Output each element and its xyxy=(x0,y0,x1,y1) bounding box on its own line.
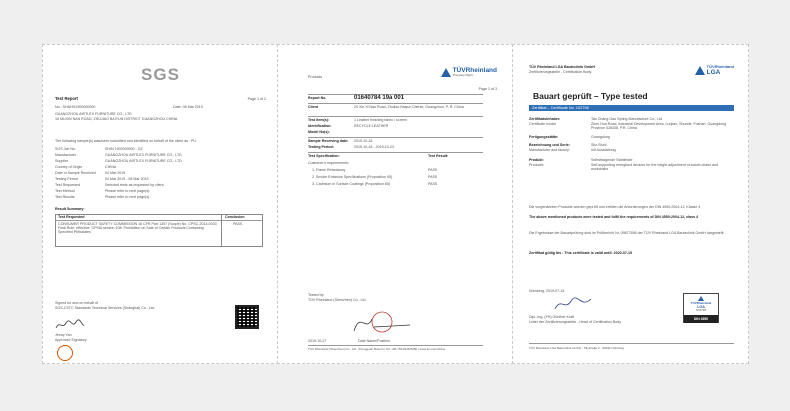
cert-paragraph-de: Die vorgenannten Produkte wurden geprüft und erfüllen die Anforderungen der DIN 4550:2004-12, Klasse 4 xyxy=(529,205,701,209)
table-divider xyxy=(55,220,263,221)
table-head-conclusion: Conclusion xyxy=(225,215,245,219)
tuv-divider xyxy=(308,103,483,104)
row-key: Client xyxy=(308,105,318,109)
cert-field-key: Certificate holder xyxy=(529,122,557,126)
tuv-divider xyxy=(308,137,483,138)
tuv-footer-divider xyxy=(308,345,483,346)
cert-validity: Zertifikat gültig bis - This certificate is valid until: 2020-07-15 xyxy=(529,251,633,255)
cert-issuer: TÜV Rheinland LGA Bauteclinik GmbH xyxy=(529,65,595,69)
requirement-item: 2. Smoke Emission Specifications (Proposition 65) xyxy=(312,175,393,179)
cert-field-value: Sitz-Stuhl xyxy=(591,143,607,147)
signed-for-label: Signed for and on behalf of xyxy=(55,301,99,305)
table-head-test: Test Requested xyxy=(58,215,85,219)
field-key: Test Requested xyxy=(55,183,80,187)
lga-logo-text: LGA xyxy=(706,69,721,76)
field-key: Test Results xyxy=(55,195,75,199)
row-value: 1 Leather finishing fabric / screen xyxy=(354,118,407,122)
certificate-number-bar: Zertifikat – Certificate No. 102798 xyxy=(529,105,734,111)
field-value: Please refer to next page(s). xyxy=(105,189,151,193)
tuv-triangle-icon xyxy=(695,66,705,75)
row-value: RECYCLE LEATHER xyxy=(354,124,389,128)
field-value: SHIN 1902000000 - GZ xyxy=(105,147,143,151)
certificate-title: Bauart geprüft – Type tested xyxy=(533,91,648,101)
table-column-divider xyxy=(221,214,222,247)
cert-field-key: Produkt: xyxy=(529,158,544,162)
tuv-logo-text: TÜVRheinland xyxy=(452,67,497,74)
tuv-lga-logo xyxy=(695,64,734,76)
tested-by-label: Tested by: xyxy=(308,293,325,297)
cert-field-key: Manufacturer and factory: xyxy=(529,148,570,152)
cert-paragraph-report: Die Ergebnisse der Bauartprüfung sind im Prüfbericht Nr. 09877896 der TÜV Rheinland LGA Bauteclinik GmbH dargestellt. xyxy=(529,231,725,235)
requirement-item: 3. Cadmium in Surface Coatings (Proposition 65) xyxy=(312,182,391,186)
tuv-triangle-icon xyxy=(441,68,451,77)
badge-standard: DIN 4550 xyxy=(684,315,718,323)
field-value: 04 Mar 2019 xyxy=(105,171,126,175)
sgs-logo: SGS xyxy=(141,65,180,84)
field-key: Testing Period xyxy=(55,177,78,181)
field-key: SGS Job No. xyxy=(55,147,76,151)
tuv-report-page xyxy=(288,53,503,357)
cert-field-key: Fertigungsstätte: xyxy=(529,135,559,139)
report-heading: Test Report xyxy=(55,96,78,101)
field-key: Supplier xyxy=(55,159,69,163)
row-key: Report No. xyxy=(308,96,327,100)
requirement-result: PASS xyxy=(428,175,438,179)
field-value: GUANGZHOU AIRTLEX FURNITURE CO., LTD xyxy=(105,153,182,157)
cert-footer: TÜV Rheinland LGA Bauteclinik GmbH - Tillystraße 2 - 90431 Nürnberg xyxy=(529,346,625,350)
field-value: Please refer to next page(s). xyxy=(105,195,151,199)
signed-company: SGS-CSTC Standards Technical Services (Shanghai) Co., Ltd. xyxy=(55,306,155,310)
field-key: Test Method xyxy=(55,189,75,193)
requirement-result: PASS xyxy=(428,182,438,186)
cert-field-key: Zertifikatsinhaber: xyxy=(529,117,561,121)
qr-code-icon xyxy=(235,305,259,329)
client-address: 16 MUXIN NAN ROAD, ZHUJIAO BAIYUN DISTRICT GUANGZHOU CHINA xyxy=(55,117,178,121)
report-date: Date: 08 Mar 2019 xyxy=(173,105,203,109)
tuv-logo xyxy=(441,67,497,77)
report-intro: The following sample(s) was/were submitted and identified on behalf of the client as : PU xyxy=(55,139,197,143)
tuv-company: TÜV Rheinland (Shenzhen) Co., Ltd xyxy=(308,298,366,302)
row-key: Sample Receiving date: xyxy=(308,139,349,143)
cert-footer-divider xyxy=(529,343,734,344)
field-key: Country of Origin xyxy=(55,165,83,169)
cert-field-value: Tao Chang Gao Spring Manufacture Co., Ltd xyxy=(591,117,663,121)
cert-paragraph-en: The above mentioned products were tested and fulfil the requirements of DIN 4550:2004-12, class 4 xyxy=(529,215,699,219)
tuv-certificate-card[interactable] xyxy=(512,44,749,364)
cert-field-value: Zhen Hua Road, Industrial Development Area, Lunjiao, Shunde, Foshan, Guangdong Province 528308, P.R. China xyxy=(591,122,727,131)
requirement-item: 1. Flame Retardancy xyxy=(312,168,346,172)
signer-role: Approved Signatory xyxy=(55,338,87,342)
signature-icon xyxy=(350,307,430,337)
sgs-test-report-card[interactable] xyxy=(42,44,279,364)
cert-field-value: Selbsttragende Stahlfeder xyxy=(591,158,633,162)
sgs-report-page xyxy=(53,53,268,357)
products-label: Products xyxy=(308,75,323,79)
cert-field-value: Self-supporting energised devices for the height adjustment of swivel chairs and workchairs xyxy=(591,163,719,172)
requirements-title: Customer's requirements: xyxy=(308,161,350,165)
table-row-result: PASS xyxy=(233,222,243,226)
sgs-seal-icon xyxy=(57,345,73,361)
signature-date: 2019-10-27 xyxy=(308,339,327,343)
cert-field-value: Guangdong xyxy=(591,135,610,139)
row-value: 2019-10-18 - 2019-10-23 xyxy=(354,145,394,149)
tuv-divider xyxy=(308,152,483,153)
tuv-logo-tagline: Precisely Right. xyxy=(452,73,474,77)
field-key: Manufacturer xyxy=(55,153,77,157)
result-summary-title: Result Summary: xyxy=(55,207,85,211)
row-key: Test Specification: xyxy=(308,154,340,158)
badge-lga-text: LGA xyxy=(697,305,705,310)
row-key: Identification: xyxy=(308,124,332,128)
badge-id: 102798 xyxy=(695,308,706,313)
cert-signer: Dipl.-Ing. (FH) Günther Kraft xyxy=(529,315,575,319)
report-number-value: 01640784 19a 001 xyxy=(354,95,405,101)
tuv-divider xyxy=(308,116,483,117)
report-page-number: Page 1 of 2 xyxy=(247,97,266,101)
row-value: 2019-10-18 xyxy=(354,139,373,143)
badge-logo-text: TÜVRheinland xyxy=(690,301,712,306)
certificate-page xyxy=(523,53,738,357)
row-key: Model No(s): xyxy=(308,130,330,134)
row-key: Testing Period: xyxy=(308,145,334,149)
row-value: 20 Xin Xi Nan Road, Zhuliao Baiyun District, Guangzhou, P. R. China xyxy=(354,105,464,109)
cert-field-value: mit Ausstattung xyxy=(591,148,616,152)
requirement-result: PASS xyxy=(428,168,438,172)
field-value: CHINA xyxy=(105,165,117,169)
row-key: Test item(s): xyxy=(308,118,330,122)
field-value: GUANGZHOU AIRTLEX FURNITURE CO., LTD xyxy=(105,159,182,163)
field-value: Selected tests as requested by client. xyxy=(105,183,165,187)
tuv-footer: TÜV Rheinland (Shenzhen) Co., Ltd. | Dongguan Branch | Tel: +86 769 8118 8286 | www.tuv.com/china xyxy=(308,347,446,351)
field-key: Date of Sample Received xyxy=(55,171,96,175)
tuv-logo-text: TÜVRheinland xyxy=(706,64,734,69)
cert-issuer-sub: Zertifizierungsstelle - Certification Body xyxy=(529,70,592,74)
cert-field-key: Bezeichnung und Serie: xyxy=(529,143,570,147)
certification-mark xyxy=(683,293,719,323)
cert-place-date: Nürnberg, 2019-07-15 xyxy=(529,289,565,293)
cert-signer-role: Leiter der Zertifizierungsstelle - Head of Certification Body xyxy=(529,320,622,324)
signer-name: Jenny Yan xyxy=(55,333,72,337)
test-result-label: Test Result: xyxy=(428,154,449,158)
cert-field-key: Products: xyxy=(529,163,545,167)
field-value: 04 Mar 2019 - 08 Mar 2019 xyxy=(105,177,149,181)
signature-icon xyxy=(553,295,593,313)
signature-role: Date Name/Position xyxy=(358,339,390,343)
tuv-test-report-card[interactable] xyxy=(277,44,514,364)
tuv-page-number: Page 1 of 3 xyxy=(478,87,497,91)
signature-icon xyxy=(55,319,85,331)
report-number: No.: SHAHG1900000000 xyxy=(55,105,96,109)
table-row-text: CONSUMER PRODUCT SAFETY COMMISSION 16 CFR Part 1307 (Scope) No. CPSC-2014-0033 Final Rule, effective. CPSIA section 108: Prohibition on Sale of Certain Products Containing Specified Phthalates xyxy=(58,222,217,235)
client-name: GUANGZHOU AIRTLEX FURNITURE CO., LTD xyxy=(55,112,132,116)
